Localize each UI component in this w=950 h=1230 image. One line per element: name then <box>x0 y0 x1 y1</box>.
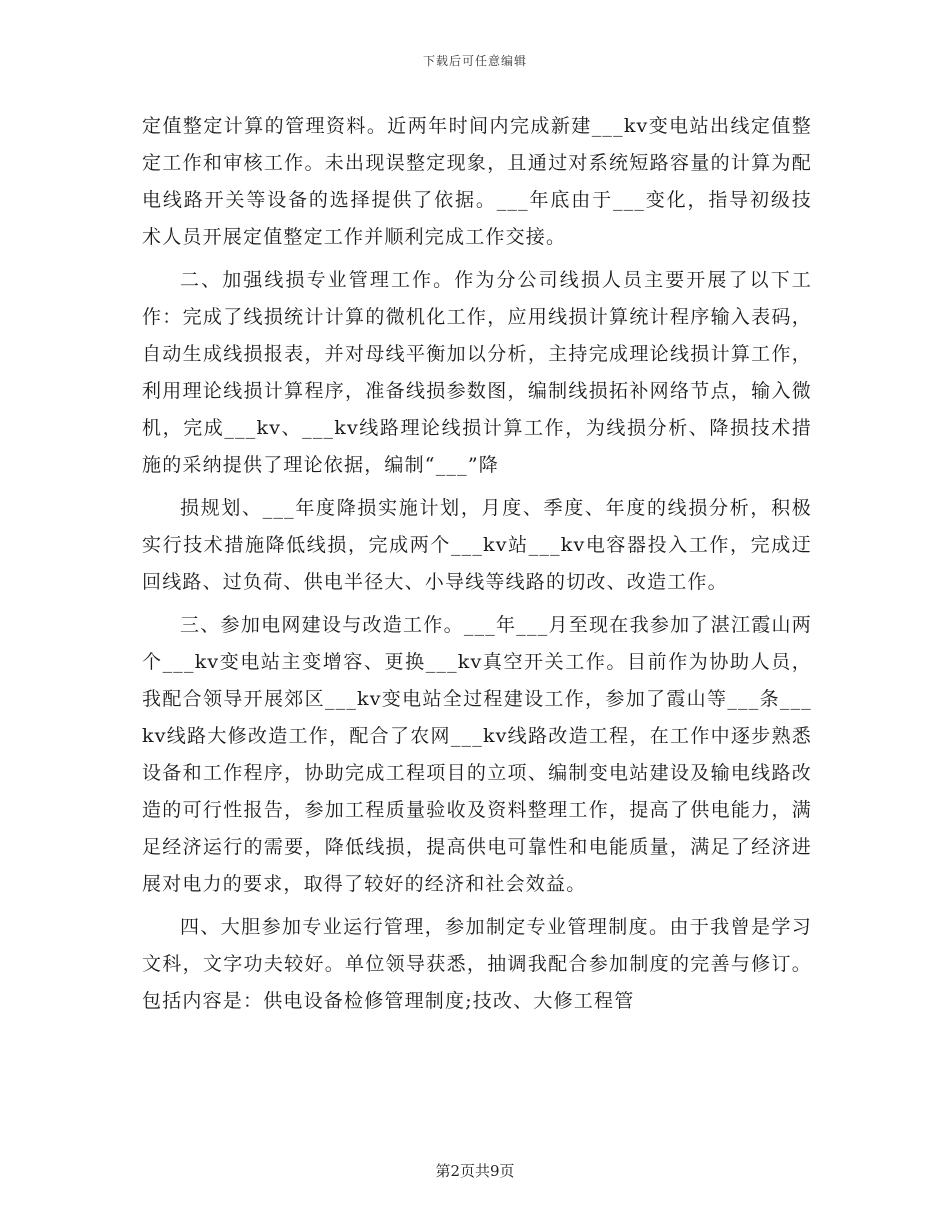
paragraph-continued: 定值整定计算的管理资料。近两年时间内完成新建___kv变电站出线定值整定工作和审核工作。未出现误整定现象，且通过对系统短路容量的计算为配电线路开关等设备的选择提供了依据。___年底由于___变化，指导初级技术人员开展定值整定工作并顺利完成工作交接。 <box>142 115 812 248</box>
page-header-note: 下载后可任意编辑 <box>422 54 527 68</box>
paragraph-loss-reduction-plan: 损规划、___年度降损实施计划，月度、季度、年度的线损分析，积极实行技术措施降低线损，完成两个___kv站___kv电容器投入工作，完成迂回线路、过负荷、供电半径大、小导线等线路的切改、改造工作。 <box>142 497 812 593</box>
page-number: 第2页共9页 <box>435 1162 515 1180</box>
paragraph-line-loss-management: 二、加强线损专业管理工作。作为分公司线损人员主要开展了以下工作：完成了线损统计计算的微机化工作，应用线损计算统计程序输入表码，自动生成线损报表，并对母线平衡加以分析，主持完成理论线损计算工作，利用理论线损计算程序，准备线损参数图，编制线损拓补网络节点，输入微机，完成___kv、___kv线路理论线损计算工作，为线损分析、降损技术措施的采纳提供了理论依据，编制“___”降 <box>142 269 812 476</box>
document-body <box>142 108 812 1020</box>
paragraph-grid-construction: 三、参加电网建设与改造工作。___年___月至现在我参加了湛江霞山两个___kv变电站主变增容、更换___kv真空开关工作。目前作为协助人员，我配合领导开展郊区___kv变电站全过程建设工作，参加了霞山等___条___kv线路大修改造工作，配合了农网___kv线路改造工程，在工作中逐步熟悉设备和工作程序，协助完成工程项目的立项、编制变电站建设及输电线路改造的可行性报告，参加工程质量验收及资料整理工作，提高了供电能力，满足经济运行的需要，降低线损，提高供电可靠性和电能质量，满足了经济进展对电力的要求，取得了较好的经济和社会效益。 <box>142 614 812 895</box>
paragraph-operation-management: 四、大胆参加专业运行管理，参加制定专业管理制度。由于我曾是学习文科，文字功夫较好。单位领导获悉，抽调我配合参加制度的完善与修订。包括内容是：供电设备检修管理制度;技改、大修工程管 <box>142 916 812 1012</box>
